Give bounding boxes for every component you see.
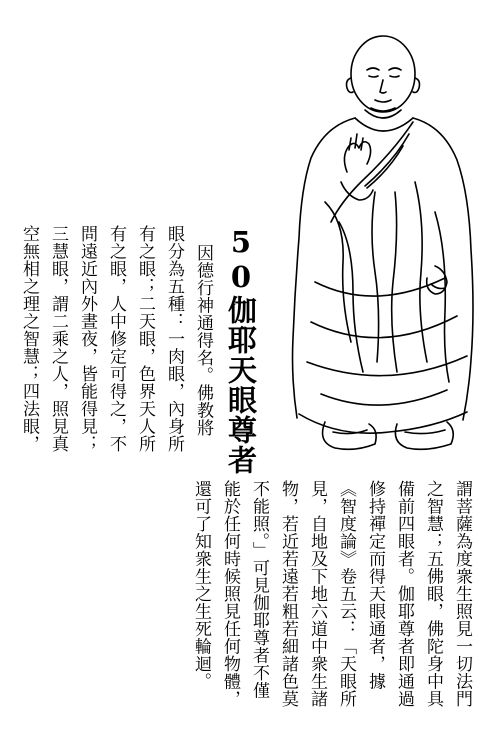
text-column: 《智度論》卷五云：「天眼所 xyxy=(336,480,356,708)
text-column: 不能照。」可見伽耶尊者不僅 xyxy=(249,480,269,699)
text-column: 三慧眼，謂二乘之人，照見真 xyxy=(48,225,68,453)
text-column: 問遠近內外晝夜，皆能得見； xyxy=(77,225,97,453)
text-column: 有之眼，人中修定可得之，不 xyxy=(106,225,126,453)
text-column: 見，自地及下地六道中衆生諸 xyxy=(307,480,327,708)
text-column: 之智慧；五佛眼，佛陀身中具 xyxy=(423,480,443,708)
text-column: 還可了知衆生之生死輪迴。 xyxy=(191,480,211,690)
text-column: 物，若近若遠若粗若細諸色莫 xyxy=(278,480,298,708)
text-column: 有之眼；二天眼，色界天人所 xyxy=(135,225,155,453)
text-column: 謂菩薩為度衆生照見一切法門 xyxy=(452,480,472,708)
arhat-figure-illustration xyxy=(285,22,495,462)
text-column: 能於任何時候照見任何物體， xyxy=(220,480,240,708)
page-title xyxy=(224,225,258,475)
text-column: 空無相之理之智慧；四法眼， xyxy=(19,225,39,453)
title-number: 50 xyxy=(224,225,258,295)
text-column: 修持禪定而得天眼通者，據 xyxy=(365,480,385,690)
text-column: 眼分為五種：一肉眼，內身所 xyxy=(164,225,184,453)
title-text: 伽耶天眼尊者 xyxy=(224,295,258,475)
text-column: 備前四眼者。伽耶尊者即通過 xyxy=(394,480,414,708)
text-column: 因德行神通得名。佛教將 xyxy=(193,244,213,437)
